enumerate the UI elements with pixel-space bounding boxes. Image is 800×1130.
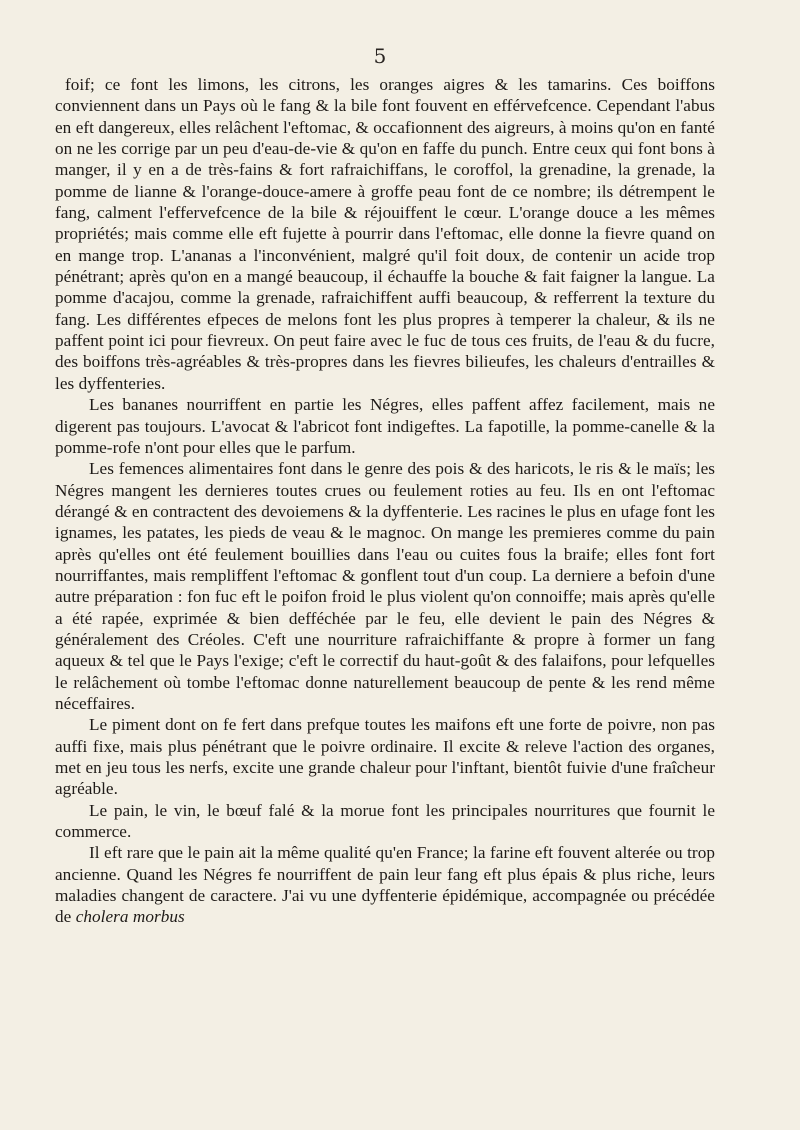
italic-term: cholera morbus bbox=[75, 907, 185, 927]
paragraph: Les femences alimentaires font dans le genre des pois & des haricots, le ris & le maïs; les Négres mangent les dernieres toutes crues ou feulement roties au feu. Ils en ont l'eftomac dérangé & en contractent des devoiemens & la dyffenterie. Les racines le plus en ufage font les ignames, les patates, les pieds de veau & le magnoc. On mange les premieres comme du pain après qu'elles ont été feulement bouillies dans l'eau ou cuites fous la braife; elles font fort nourriffantes, mais rempliffent l'eftomac & gonflent tout d'un coup. La derniere a befoin d'une autre préparation : fon fuc eft le poifon froid le plus violent qu'on connoiffe; mais après qu'elle a été rapée, exprimée & bien defféchée par le feu, elle devient le pain des Négres & généralement des Créoles. C'eft une nourriture rafraichiffante & propre à former un fang aqueux & tel que le Pays l'exige; c'eft le correctif du haut-goût & des falaifons, pour lefquelles le relâchement où tombe l'eftomac donne naturellement beaucoup de pente & les rend même néceffaires. bbox=[55, 459, 715, 713]
paragraph: Le piment dont on fe fert dans prefque toutes les maifons eft une forte de poivre, non pas auffi fixe, mais plus pénétrant que le poivre ordinaire. Il excite & releve l'action des organes, met en jeu tous les nerfs, excite une grande chaleur pour l'inftant, bientôt fuivie d'une fraîcheur agréable. bbox=[55, 715, 715, 799]
paragraph: Les bananes nourriffent en partie les Négres, elles paffent affez facilement, mais ne digerent pas toujours. L'avocat & l'abricot font indigeftes. La fapotille, la pomme-canelle & la pomme-rofe n'ont pour elles que le parfum. bbox=[55, 395, 715, 457]
body-text bbox=[55, 74, 715, 928]
paragraph: Le pain, le vin, le bœuf falé & la morue font les principales nourritures que fournit le commerce. bbox=[55, 800, 715, 842]
page-number: 5 bbox=[373, 44, 387, 68]
paragraph bbox=[55, 842, 715, 927]
paragraph-text: Il eft rare que le pain ait la même qualité qu'en France; la farine eft fouvent alterée ou trop ancienne. Quand les Négres fe nourriffent de pain leur fang eft plus épais & plus riche, leurs maladies changent de caractere. J'ai vu une dyffenterie épidémique, accompagnée ou précédée de bbox=[55, 843, 715, 927]
paragraph: foif; ce font les limons, les citrons, les oranges aigres & les tamarins. Ces boiffons conviennent dans un Pays où le fang & la bile font fouvent en efférvefcence. Cependant l'abus en eft dangereux, elles relâchent l'eftomac, & occafionnent des aigreurs, à moins qu'on en fanté on ne les corrige par un peu d'eau-de-vie & qu'on en faffe du punch. Entre ceux qui font bons à manger, il y en a de très-fains & fort rafraichiffans, le coroffol, la grenadine, la grenade, la pomme de lianne & l'orange-douce-amere à groffe peau font de ce nombre; ils détrempent le fang, calment l'effervefcence de la bile & réjouiffent le cœur. L'orange douce a les mêmes propriétés; mais comme elle eft fujette à pourrir dans l'eftomac, elle donne la fievre quand on en mange trop. L'ananas a l'inconvénient, malgré qu'il foit doux, de contenir un acide trop pénétrant; après qu'on en a mangé beaucoup, il échauffe la bouche & fait faigner la langue. La pomme d'acajou, comme la grenade, rafraichiffent auffi beaucoup, & refferrent la texture du fang. Les différentes efpeces de melons font les plus propres à temperer la chaleur, & ils ne paffent point ici pour fievreux. On peut faire avec le fuc de tous ces fruits, de l'eau & du fucre, des boiffons très-agréables & très-propres dans les fievres bilieufes, les chaleurs d'entrailles & les dyffenteries. bbox=[55, 75, 715, 393]
